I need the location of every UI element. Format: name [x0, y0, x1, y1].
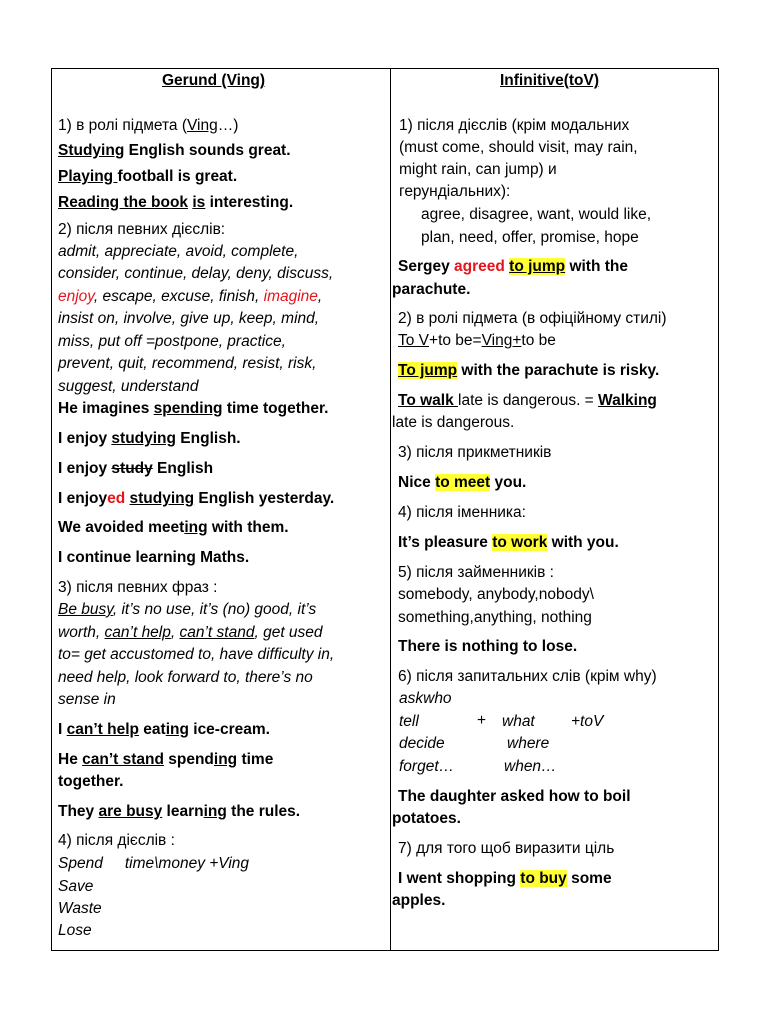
qw-tov: +toV [571, 713, 604, 730]
section-after-question-words: 6) після запитальних слів (крім why) [398, 668, 657, 685]
waste-line: Waste [58, 900, 102, 917]
infinitive-header: Infinitive(toV) [500, 72, 600, 89]
example-are-busy: They are busy learning the rules. [58, 803, 301, 820]
qw-when: when… [504, 758, 557, 775]
phrase-list-line: Be busy, it’s no use, it’s (no) good, it’s [58, 601, 317, 618]
example-enjoy-study-wrong: I enjoy study English [58, 460, 214, 477]
example-reading: Reading the book is interesting. [58, 194, 294, 211]
example-continue: I continue learning Maths. [58, 549, 250, 566]
example-playing: Playing football is great. [58, 168, 238, 185]
section-text-line: герундіальних): [399, 183, 511, 200]
qw-where: where [507, 735, 550, 752]
example-enjoyed: I enjoyed studying English yesterday. [58, 490, 335, 507]
verb-list-line: suggest, understand [58, 378, 199, 395]
example-to-buy-cont: apples. [392, 892, 446, 909]
example-to-buy: I went shopping to buy some [398, 870, 612, 887]
example-how-to-boil-cont: potatoes. [392, 810, 461, 827]
verb-list-line: enjoy, escape, excuse, finish, imagine, [58, 288, 323, 305]
verb-list-line: miss, put off =postpone, practice, [58, 333, 286, 350]
section-purpose: 7) для того щоб виразити ціль [398, 840, 615, 857]
phrase-list-line: to= get accustomed to, have difficulty in, [58, 646, 335, 663]
example-cant-stand: He can’t stand spending time [58, 751, 274, 768]
section-after-verbs: 2) після певних дієслів: [58, 221, 226, 238]
example-agreed: Sergey agreed to jump with the [398, 258, 628, 275]
section-after-adjectives: 3) після прикметників [398, 444, 552, 461]
verb-list-line: insist on, involve, give up, keep, mind, [58, 310, 320, 327]
section-after-pronouns: 5) після займенників : [398, 564, 554, 581]
verb-list-line: consider, continue, delay, deny, discuss, [58, 265, 334, 282]
qw-forget: forget… [399, 758, 455, 775]
example-enjoy-studying: I enjoy studying English. [58, 430, 241, 447]
pronoun-list-line: something,anything, nothing [398, 609, 592, 626]
example-nice-to-meet: Nice to meet you. [398, 474, 527, 491]
save-line: Save [58, 878, 94, 895]
subject-formula: To V+to be=Ving+to be [398, 332, 556, 349]
phrase-list-line: worth, can’t help, can’t stand, get used [58, 624, 323, 641]
lose-line: Lose [58, 922, 92, 939]
verb-list-line: agree, disagree, want, would like, [421, 206, 652, 223]
section-after-noun: 4) після іменника: [398, 504, 526, 521]
section-after-phrases: 3) після певних фраз : [58, 579, 218, 596]
example-to-jump: To jump with the parachute is risky. [398, 362, 660, 379]
example-to-work: It’s pleasure to work with you. [398, 534, 619, 551]
section-after-verbs: 1) після дієслів (крім модальних [399, 117, 630, 134]
example-cant-help: I can’t help eating ice-cream. [58, 721, 270, 738]
grammar-table [51, 68, 719, 951]
example-nothing-to-lose: There is nothing to lose. [398, 638, 578, 655]
example-to-walk: To walk late is dangerous. = Walking [398, 392, 657, 409]
qw-askwho: askwho [399, 690, 452, 707]
spend-line: Spend time\money +Ving [58, 855, 250, 872]
pronoun-list-line: somebody, anybody,nobody\ [398, 586, 594, 603]
verb-list-line: plan, need, offer, promise, hope [421, 229, 639, 246]
qw-decide: decide [399, 735, 445, 752]
phrase-list-line: need help, look forward to, there’s no [58, 669, 313, 686]
example-cant-stand-cont: together. [58, 773, 124, 790]
section-subject: 1) в ролі підмета (Ving…) [58, 117, 239, 134]
example-imagines: He imagines spending time together. [58, 400, 329, 417]
example-agreed-cont: parachute. [392, 281, 471, 298]
example-how-to-boil: The daughter asked how to boil [398, 788, 631, 805]
phrase-list-line: sense in [58, 691, 116, 708]
example-to-walk-cont: late is dangerous. [392, 414, 515, 431]
infinitive-column [391, 69, 718, 950]
gerund-header: Gerund (Ving) [162, 72, 266, 89]
qw-what: what [502, 713, 535, 730]
qw-tell: tell [399, 713, 419, 730]
gerund-column [52, 69, 391, 950]
section-text-line: might rain, can jump) и [399, 161, 557, 178]
section-subject: 2) в ролі підмета (в офіційному стилі) [398, 310, 667, 327]
verb-list-line: admit, appreciate, avoid, complete, [58, 243, 299, 260]
example-studying: Studying English sounds great. [58, 142, 291, 159]
qw-plus: + [477, 712, 487, 729]
example-avoided: We avoided meeting with them. [58, 519, 289, 536]
section-after-verbs-2: 4) після дієслів : [58, 832, 175, 849]
verb-list-line: prevent, quit, recommend, resist, risk, [58, 355, 317, 372]
section-text-line: (must come, should visit, may rain, [399, 139, 638, 156]
